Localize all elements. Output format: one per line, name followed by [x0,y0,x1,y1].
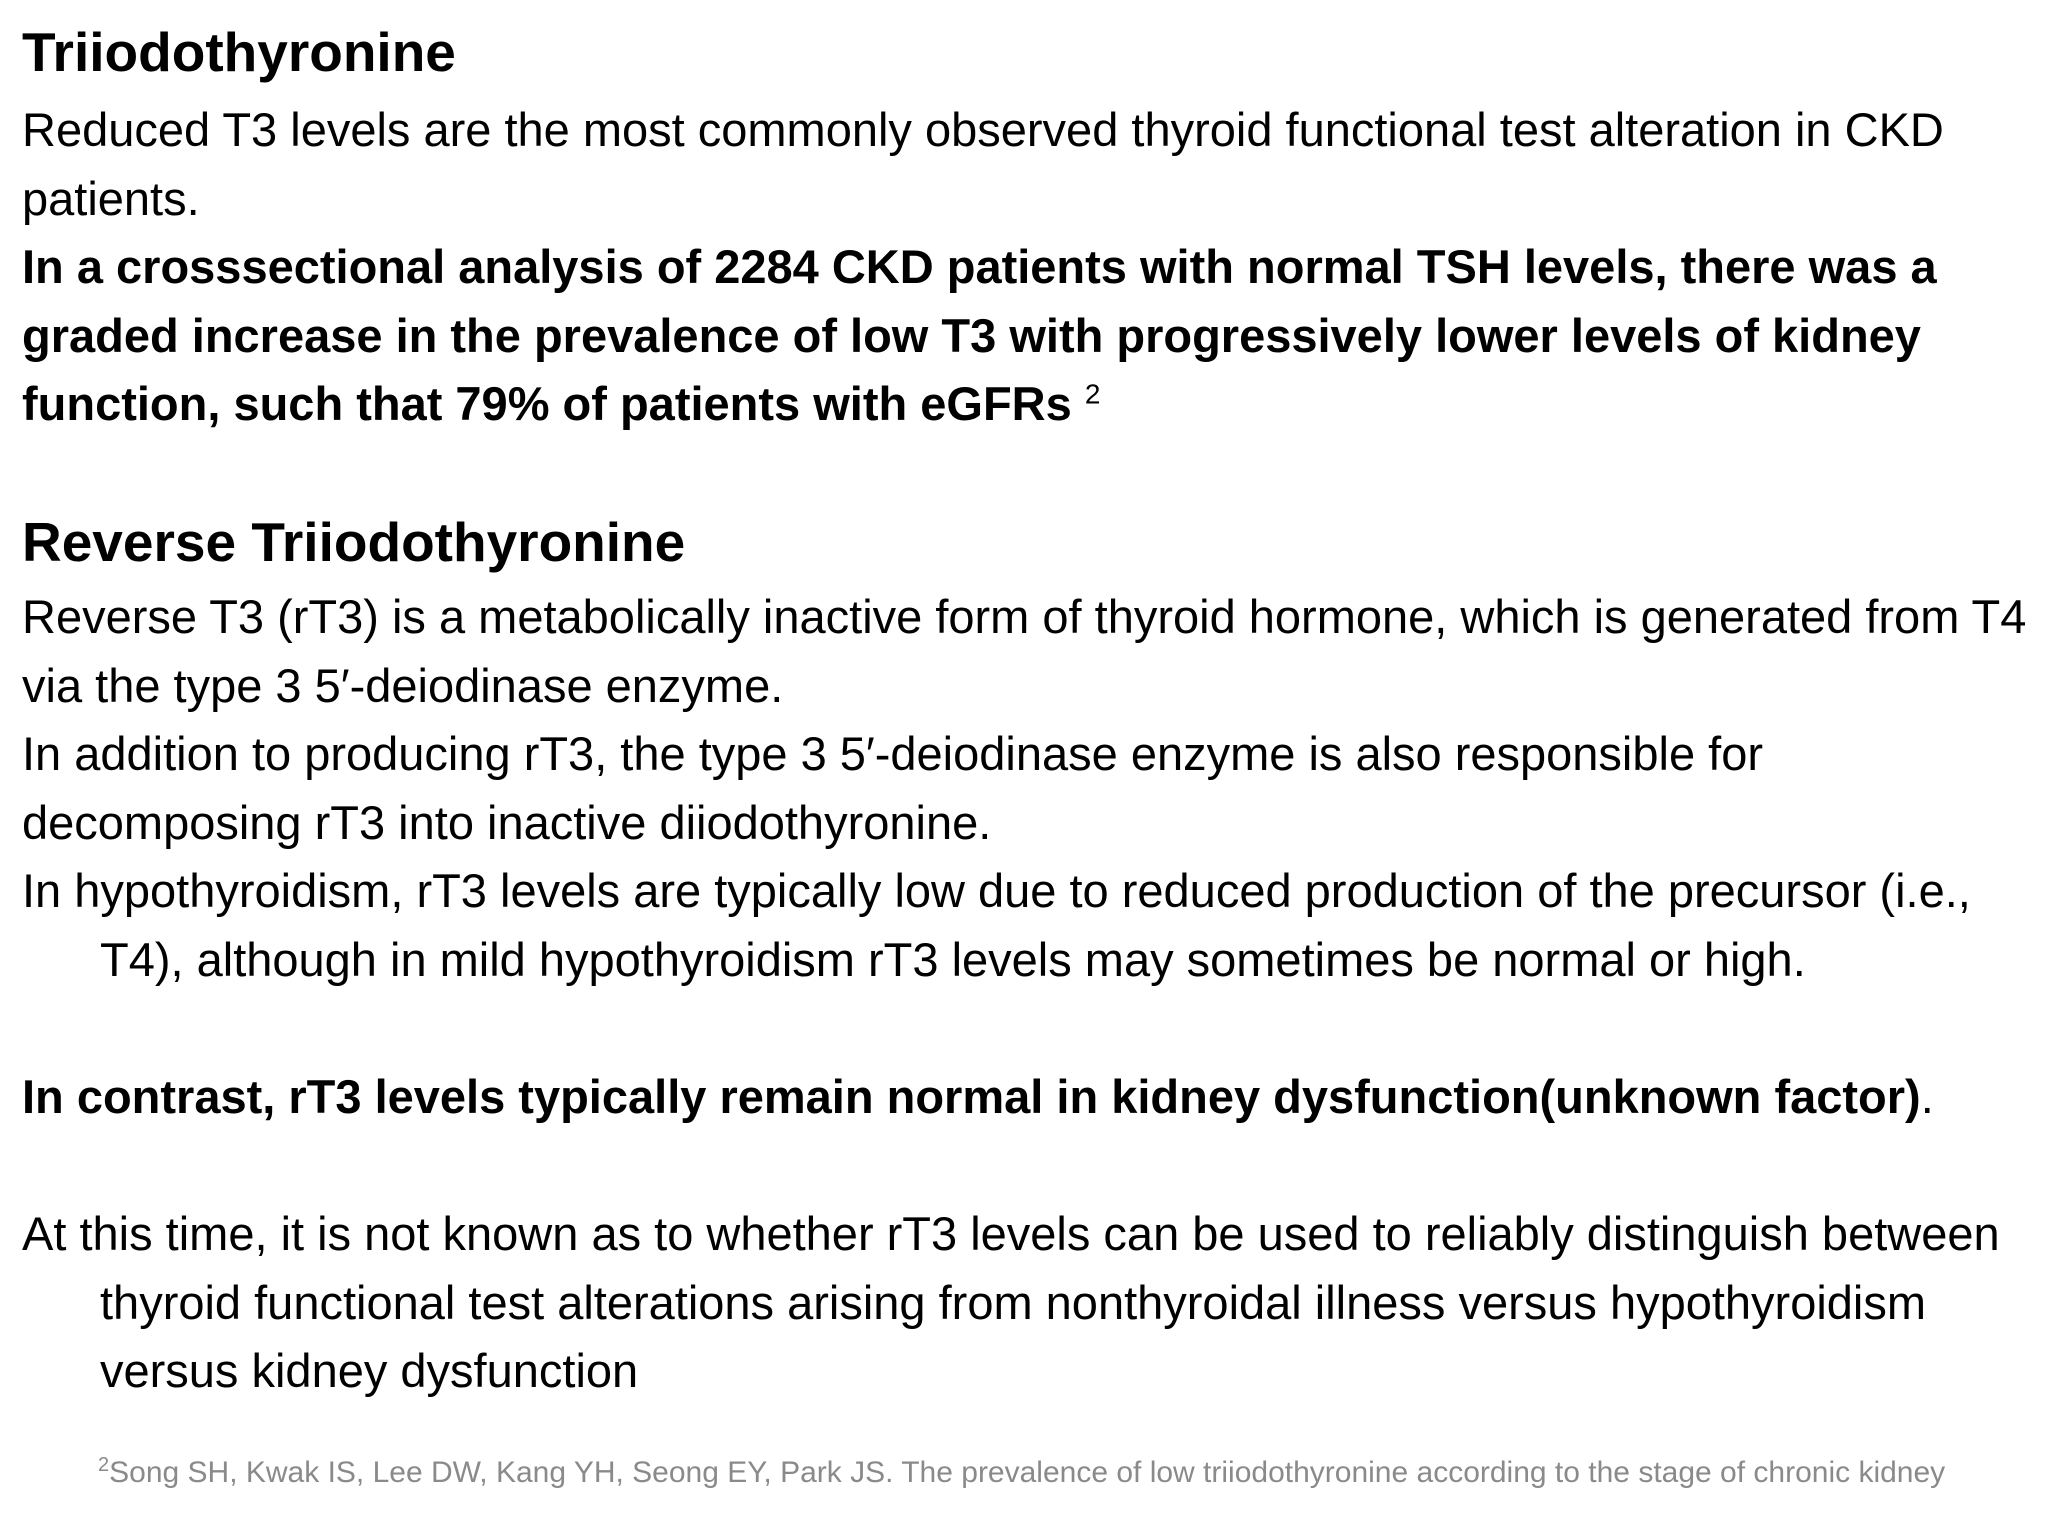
rt3-paragraph-4 [22,1063,2032,1132]
footnote-text: Song SH, Kwak IS, Lee DW, Kang YH, Seong EY, Park JS. The prevalence of low triiodothyronine according to the stage of chronic kidney [109,1456,1946,1489]
footnote-marker: 2 [98,1454,110,1476]
t3-paragraph-2-text: In a crosssectional analysis of 2284 CKD patients with normal TSH levels, there was a graded increase in the prevalence of low T3 with progressively lower levels of kidney function, such that 79% of patients with eGFRs [22,240,1937,430]
rt3-paragraph-3: In hypothyroidism, rT3 levels are typically low due to reduced production of the precursor (i.e., T4), although in mild hypothyroidism rT3 levels may sometimes be normal or high. [22,864,1971,986]
t3-paragraph-2 [22,233,2032,439]
rt3-paragraph-5: At this time, it is not known as to whether rT3 levels can be used to reliably distinguish between thyroid functional test alterations arising from nonthyroidal illness versus hypothyroidism versus kidney dysfunction [22,1207,2000,1397]
t3-paragraph-1: Reduced T3 levels are the most commonly observed thyroid functional test alteration in CKD patients. [22,103,1944,225]
reference-marker: 2 [1084,378,1101,410]
rt3-paragraph-1: Reverse T3 (rT3) is a metabolically inactive form of thyroid hormone, which is generated from T4 via the type 3 5′-deiodinase enzyme. [22,590,2027,712]
footnote [98,1453,1945,1493]
rt3-paragraph-4-tail: . [1920,1070,1934,1123]
section-title-triiodothyronine: Triiodothyronine [22,21,456,83]
rt3-paragraph-4-bold: In contrast, rT3 levels typically remain normal in kidney dysfunction(unknown factor) [22,1070,1921,1123]
section-title-reverse-triiodothyronine: Reverse Triiodothyronine [22,511,686,573]
rt3-paragraph-2: In addition to producing rT3, the type 3 5′-deiodinase enzyme is also responsible for decomposing rT3 into inactive diiodothyronine. [22,727,1763,849]
